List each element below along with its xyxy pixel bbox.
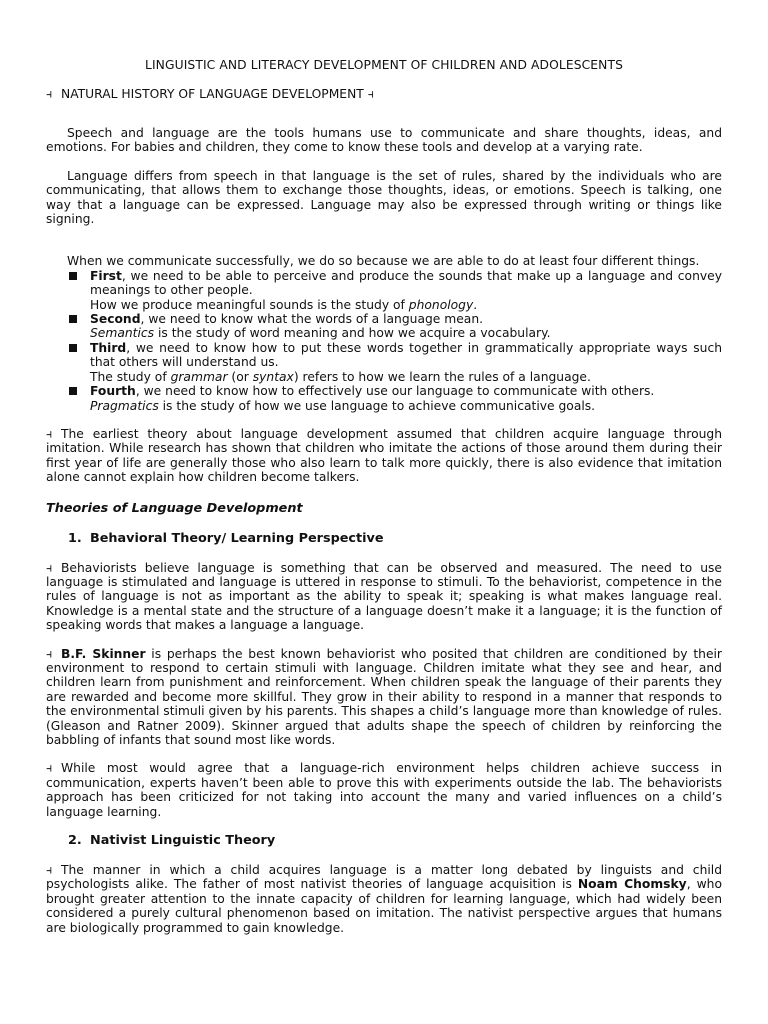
bullet-square-icon [69, 272, 77, 280]
list-item-first: First, we need to be able to perceive and produce the sounds that make up a language and convey meanings to other people. How we produce meaningful sounds is the study of phonology. [68, 269, 722, 312]
paragraph-icon: ⫞ [46, 646, 53, 661]
section-icon-end: ⫞ [367, 87, 374, 101]
behavioral-paragraph-2: ⫞ B.F. Skinner is perhaps the best known behaviorist who posited that children are conditioned by their environment to respond to certain stimuli with language. Children imitate what they see and hear, and children learn from punishment and reinforcement. When children speak the language of their parents they are rewarded and become more skillful. They grow in their ability to respond in a manner that responds to the environmental stimuli given by his parents. This shapes a child’s language more than knowledge of rules. (Gleason and Ratner 2009). Skinner argued that adults shape the speech of children by reinforcing the babbling of infants that sound most like words. [46, 646, 722, 747]
four-things-list [68, 269, 722, 413]
list-item-fourth: Fourth, we need to know how to effectively use our language to communicate with others. Pragmatics is the study of how we use language to achieve communicative goals. [68, 384, 722, 413]
intro-paragraph-1: Speech and language are the tools humans use to communicate and share thoughts, ideas, and emotions. For babies and children, they come to know these tools and develop at a varying rate. [46, 126, 722, 155]
paragraph-icon: ⫞ [46, 863, 53, 878]
list-item-second: Second, we need to know what the words of a language mean. Semantics is the study of word meaning and how we acquire a vocabulary. [68, 312, 722, 341]
behavioral-paragraph-1: ⫞ Behaviorists believe language is something that can be observed and measured. The need to use language is stimulated and language is uttered in response to stimuli. To the behaviorist, competence in the rules of language is not as important as the ability to speak it; speaking is what makes language real. Knowledge is a mental state and the structure of a language doesn’t make it a language; it is the function of speaking words that makes a language a language. [46, 560, 722, 633]
bullet-square-icon [69, 387, 77, 395]
bullet-square-icon [69, 315, 77, 323]
list-item-third: Third, we need to know how to put these words together in grammatically appropriate ways such that others will understand us. The study of grammar (or syntax) refers to how we learn the rules of a language. [68, 341, 722, 384]
section-icon: ⫞ [46, 87, 53, 101]
theories-heading: Theories of Language Development [46, 500, 303, 516]
page-title: LINGUISTIC AND LITERACY DEVELOPMENT OF CHILDREN AND ADOLESCENTS [145, 58, 623, 72]
nativist-paragraph-1: ⫞ The manner in which a child acquires language is a matter long debated by linguists and child psychologists alike. The father of most nativist theories of language acquisition is Noam Chomsky, who brought greater attention to the innate capacity of children for learning language, which had widely been considered a purely cultural phenomenon based on imitation. The nativist perspective argues that humans are biologically programmed to gain knowledge. [46, 863, 722, 935]
section-heading: ⫞ NATURAL HISTORY OF LANGUAGE DEVELOPMENT ⫞ [46, 87, 374, 101]
behavioral-theory-heading: 1. Behavioral Theory/ Learning Perspective [68, 530, 384, 546]
communicate-intro: When we communicate successfully, we do so because we are able to do at least four different things. [67, 254, 700, 269]
intro-paragraph-2: Language differs from speech in that language is the set of rules, shared by the individuals who are communicating, that allows them to exchange those thoughts, ideas, or emotions. Speech is talking, one way that a language can be expressed. Language may also be expressed through writing or things like signing. [46, 168, 722, 227]
nativist-theory-heading: 2. Nativist Linguistic Theory [68, 833, 276, 849]
paragraph-icon: ⫞ [46, 426, 53, 441]
behavioral-paragraph-3: ⫞ While most would agree that a language-rich environment helps children achieve success in communication, experts haven’t been able to prove this with experiments outside the lab. The behaviorists approach has been criticized for not taking into account the many and varied influences on a child’s language learning. [46, 761, 722, 819]
earliest-theory-paragraph: ⫞ The earliest theory about language development assumed that children acquire language through imitation. While research has shown that children who imitate the actions of those around them during their first year of life are generally those who also learn to talk more quickly, there is also evidence that imitation alone cannot explain how children become talkers. [46, 426, 722, 485]
paragraph-icon: ⫞ [46, 761, 53, 776]
bullet-square-icon [69, 344, 77, 352]
paragraph-icon: ⫞ [46, 560, 53, 575]
